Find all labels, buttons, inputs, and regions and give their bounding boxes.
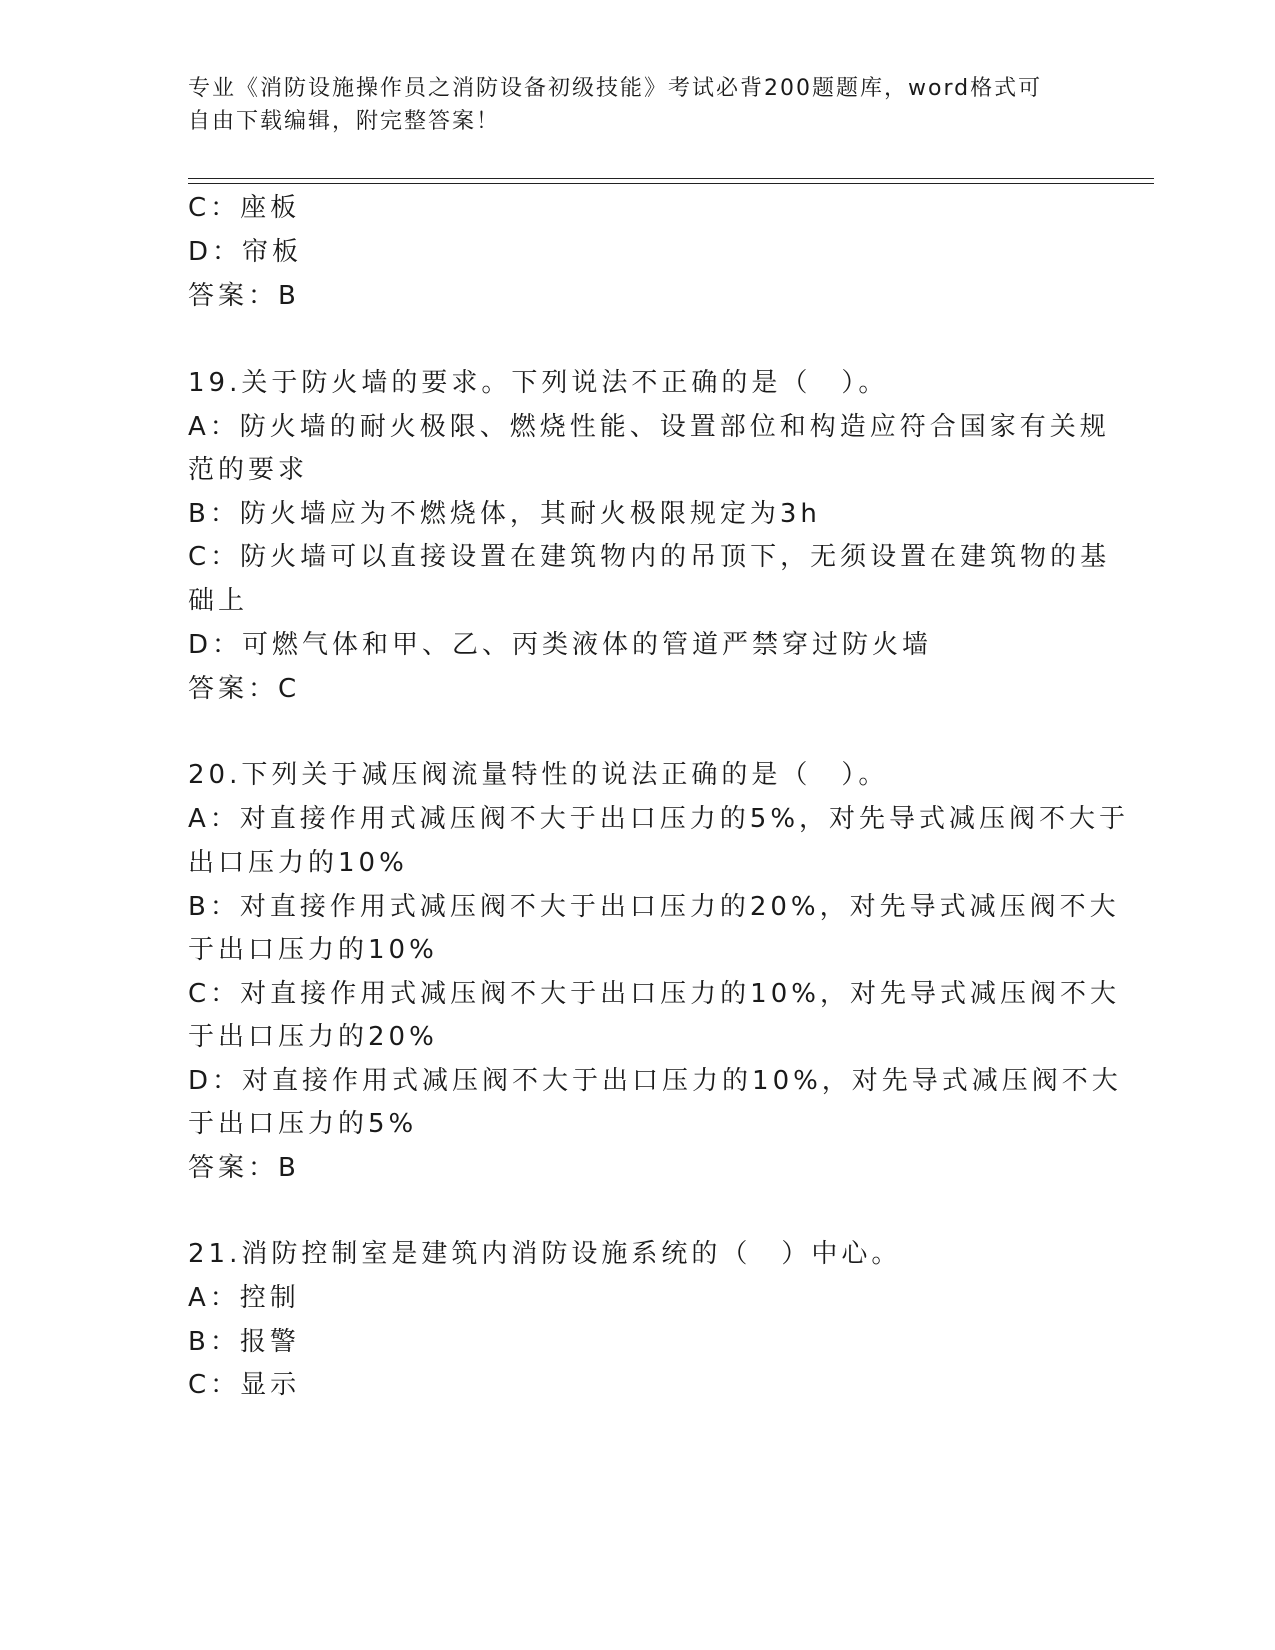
answer-q20: 答案：B	[188, 1153, 300, 1183]
option-b-q19: B：防火墙应为不燃烧体，其耐火极限规定为3h	[188, 499, 821, 529]
option-a-q20: A：对直接作用式减压阀不大于出口压力的5%，对先导式减压阀不大于	[188, 804, 1130, 834]
option-c-q20: C：对直接作用式减压阀不大于出口压力的10%，对先导式减压阀不大	[188, 979, 1120, 1009]
document-header	[188, 72, 1088, 138]
option-c-q20-continued: 于出口压力的20%	[188, 1022, 438, 1052]
answer-q19: 答案：C	[188, 674, 301, 704]
header-title-line-1: 专业《消防设施操作员之消防设备初级技能》考试必背200题题库，word格式可	[188, 76, 1043, 101]
option-c-q19: C：防火墙可以直接设置在建筑物内的吊顶下，无须设置在建筑物的基	[188, 542, 1111, 572]
header-title-line-2: 自由下载编辑，附完整答案！	[188, 109, 501, 134]
option-d-q20-continued: 于出口压力的5%	[188, 1109, 418, 1139]
option-a-q19: A：防火墙的耐火极限、燃烧性能、设置部位和构造应符合国家有关规	[188, 412, 1110, 442]
option-a-q19-continued: 范的要求	[188, 455, 309, 485]
header-divider-bottom	[188, 183, 1154, 184]
option-a-q21: A：控制	[188, 1283, 300, 1313]
option-d-q19: D：可燃气体和甲、乙、丙类液体的管道严禁穿过防火墙	[188, 630, 933, 660]
option-b-q20: B：对直接作用式减压阀不大于出口压力的20%，对先导式减压阀不大	[188, 892, 1120, 922]
option-a-q20-continued: 出口压力的10%	[188, 848, 408, 878]
answer-q18: 答案：B	[188, 281, 300, 311]
option-c-q21: C：显示	[188, 1370, 301, 1400]
header-divider-top	[188, 178, 1154, 179]
option-c-q19-continued: 础上	[188, 586, 249, 616]
question-19: 19.关于防火墙的要求。下列说法不正确的是（ ）。	[188, 368, 889, 398]
option-c-q18: C：座板	[188, 193, 301, 223]
question-20: 20.下列关于减压阀流量特性的说法正确的是（ ）。	[188, 760, 889, 790]
question-21: 21.消防控制室是建筑内消防设施系统的（ ）中心。	[188, 1239, 902, 1269]
option-b-q20-continued: 于出口压力的10%	[188, 935, 438, 965]
option-d-q20: D：对直接作用式减压阀不大于出口压力的10%，对先导式减压阀不大	[188, 1066, 1122, 1096]
option-d-q18: D：帘板	[188, 237, 303, 267]
option-b-q21: B：报警	[188, 1327, 300, 1357]
